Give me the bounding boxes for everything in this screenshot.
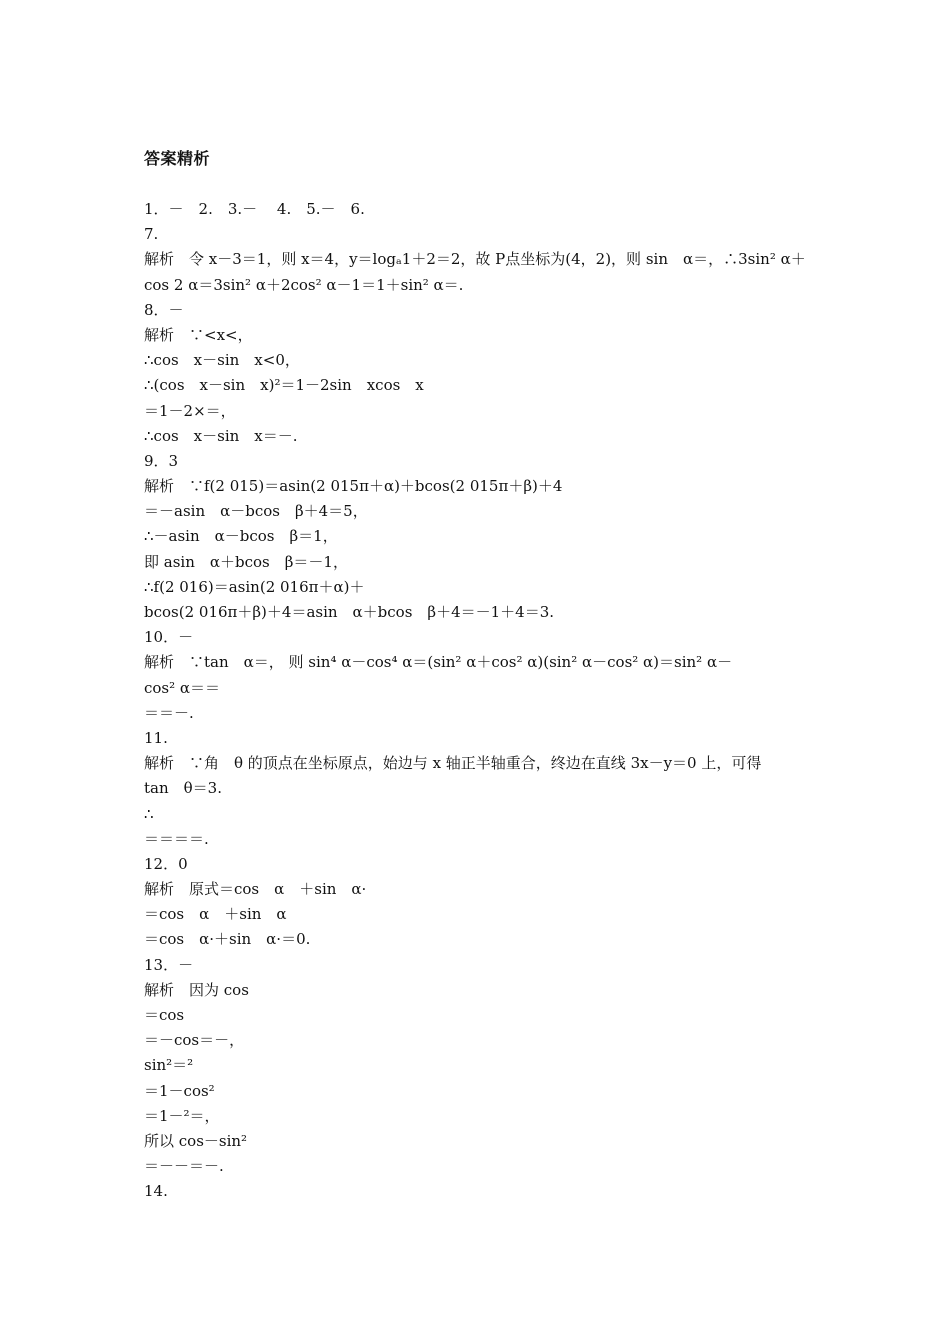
answer-line: 1．－ 2. 3.－ 4. 5.－ 6. bbox=[144, 200, 365, 218]
answer-line: bcos(2 016π＋β)＋4＝asin α＋bcos β＋4＝－1＋4＝3. bbox=[144, 603, 555, 621]
answer-line: ∴(cos x－sin x)²＝1－2sin xcos x bbox=[144, 376, 424, 395]
answer-line: ∴cos x－sin x＝－. bbox=[144, 426, 298, 445]
answer-line: 解析 令 x－3＝1，则 x＝4，y＝logₐ1＋2＝2，故 P点坐标为(4，2)，则 sin α＝，∴3sin² α＋ bbox=[144, 250, 806, 269]
answer-line: tan θ＝3. bbox=[144, 779, 222, 798]
answer-line: 10．－ bbox=[144, 628, 194, 647]
answer-line: 解析 ∵角 θ 的顶点在坐标原点，始边与 x 轴正半轴重合，终边在直线 3x－y＝0 上，可得 bbox=[144, 754, 762, 773]
answer-line: 12．0 bbox=[144, 854, 188, 873]
answer-line: 8．－ bbox=[144, 300, 184, 319]
answer-line: 14. bbox=[144, 1182, 168, 1201]
answer-line: 解析 ∵tan α＝， 则 sin⁴ α－cos⁴ α＝(sin² α＋cos² α)(sin² α－cos² α)＝sin² α－ bbox=[144, 653, 733, 672]
answer-line: ＝cos α·＋sin α·＝0. bbox=[144, 930, 311, 949]
answer-line: ＝－－＝－. bbox=[144, 1157, 224, 1176]
answer-line: 7. bbox=[144, 225, 159, 244]
answer-line: ＝1－²＝， bbox=[144, 1106, 220, 1125]
answer-line: ∴cos x－sin x<0， bbox=[144, 351, 300, 370]
answer-line: 解析 原式＝cos α ＋sin α· bbox=[144, 880, 367, 899]
answer-line: ＝1－cos² bbox=[144, 1081, 215, 1100]
answer-line: ＝1－2×＝， bbox=[144, 401, 236, 420]
answer-line: ∴－asin α－bcos β＝1， bbox=[144, 527, 338, 546]
answer-analysis-heading: 答案精析 bbox=[144, 149, 211, 168]
answer-line: 解析 ∵f(2 015)＝asin(2 015π＋α)＋bcos(2 015π＋β)＋4 bbox=[144, 477, 563, 496]
answer-line: 9．3 bbox=[144, 451, 179, 470]
answer-line: 即 asin α＋bcos β＝－1， bbox=[144, 552, 348, 571]
answer-line: cos² α＝＝ bbox=[144, 678, 221, 697]
answer-line: 解析 因为 cos bbox=[144, 980, 249, 999]
answer-line: cos 2 α＝3sin² α＋2cos² α－1＝1＋sin² α＝. bbox=[144, 275, 464, 294]
answer-line: ＝－cos＝－， bbox=[144, 1031, 245, 1050]
answer-line: ＝＝＝＝. bbox=[144, 829, 209, 848]
answer-line: 解析 ∵<x<， bbox=[144, 325, 253, 344]
answer-line: ＝cos bbox=[144, 1006, 185, 1024]
answer-line: 13．－ bbox=[144, 955, 194, 974]
answer-line: ＝cos α ＋sin α bbox=[144, 905, 287, 924]
answer-line: ∴f(2 016)＝asin(2 016π＋α)＋ bbox=[144, 577, 365, 596]
answer-line: sin²＝² bbox=[144, 1056, 194, 1075]
answer-line: ＝＝－. bbox=[144, 703, 194, 722]
answer-line: 所以 cos－sin² bbox=[144, 1131, 248, 1150]
answer-lines bbox=[144, 197, 824, 1205]
answer-line: ＝－asin α－bcos β＋4＝5， bbox=[144, 502, 368, 521]
answer-line: 11. bbox=[144, 728, 168, 747]
answer-line: ∴ bbox=[144, 804, 154, 823]
